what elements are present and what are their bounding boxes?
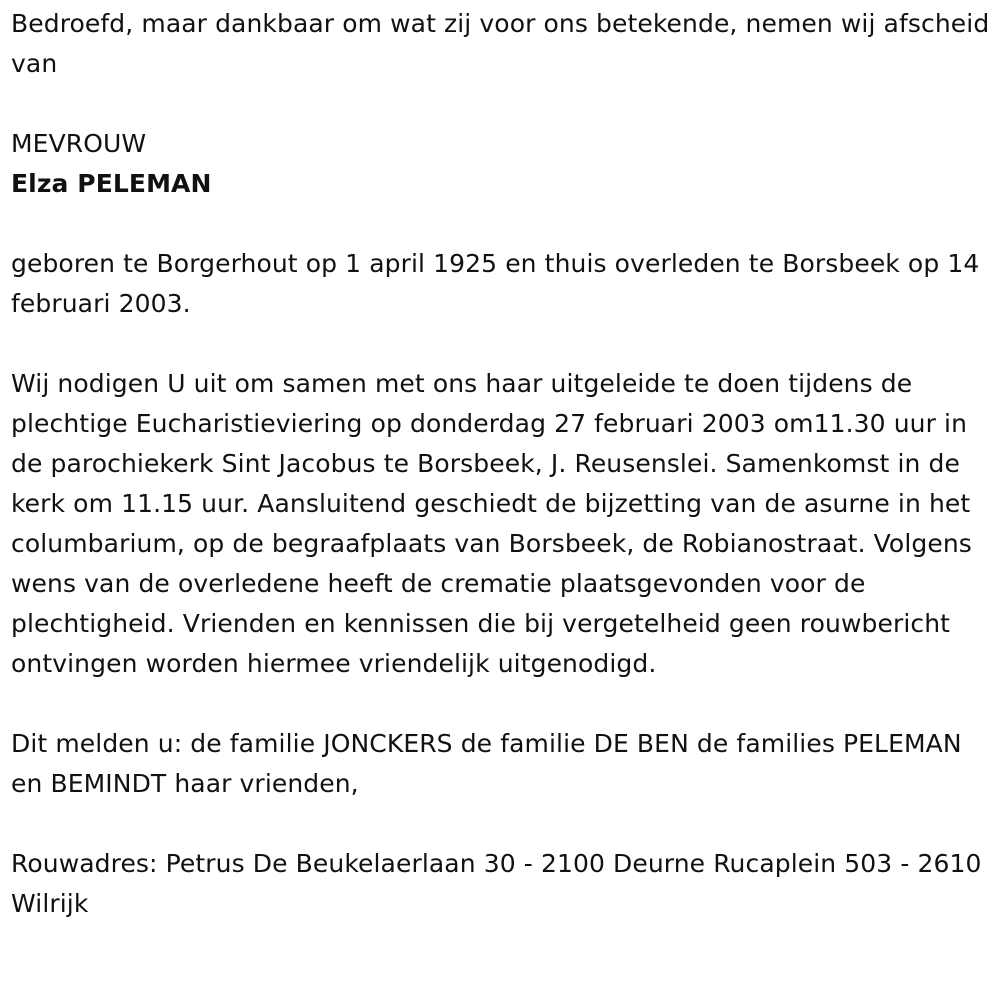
- obituary-notice: [11, 4, 991, 924]
- invitation-paragraph: Wij nodigen U uit om samen met ons haar uitgeleide te doen tijdens de plechtige Eucharistieviering op donderdag 27 februari 2003 om11.30 uur in de parochiekerk Sint Jacobus te Borsbeek, J. Reusenslei. Samenkomst in de kerk om 11.15 uur. Aansluitend geschiedt de bijzetting van de asurne in het columbarium, op de begraafplaats van Borsbeek, de Robianostraat. Volgens wens van de overledene heeft de crematie plaatsgevonden voor de plechtigheid. Vrienden en kennissen die bij vergetelheid geen rouwbericht ontvingen worden hiermee vriendelijk uitgenodigd.: [11, 369, 972, 678]
- honorific-title: MEVROUW: [11, 129, 147, 158]
- birth-death-paragraph: geboren te Borgerhout op 1 april 1925 en thuis overleden te Borsbeek op 14 februari 2003.: [11, 249, 980, 318]
- intro-paragraph: Bedroefd, maar dankbaar om wat zij voor ons betekende, nemen wij afscheid van: [11, 9, 990, 78]
- announcers-paragraph: Dit melden u: de familie JONCKERS de familie DE BEN de families PELEMAN en BEMINDT haar vrienden,: [11, 729, 962, 798]
- deceased-name: Elza PELEMAN: [11, 169, 212, 198]
- mourning-address: Rouwadres: Petrus De Beukelaerlaan 30 - 2100 Deurne Rucaplein 503 - 2610 Wilrijk: [11, 849, 982, 918]
